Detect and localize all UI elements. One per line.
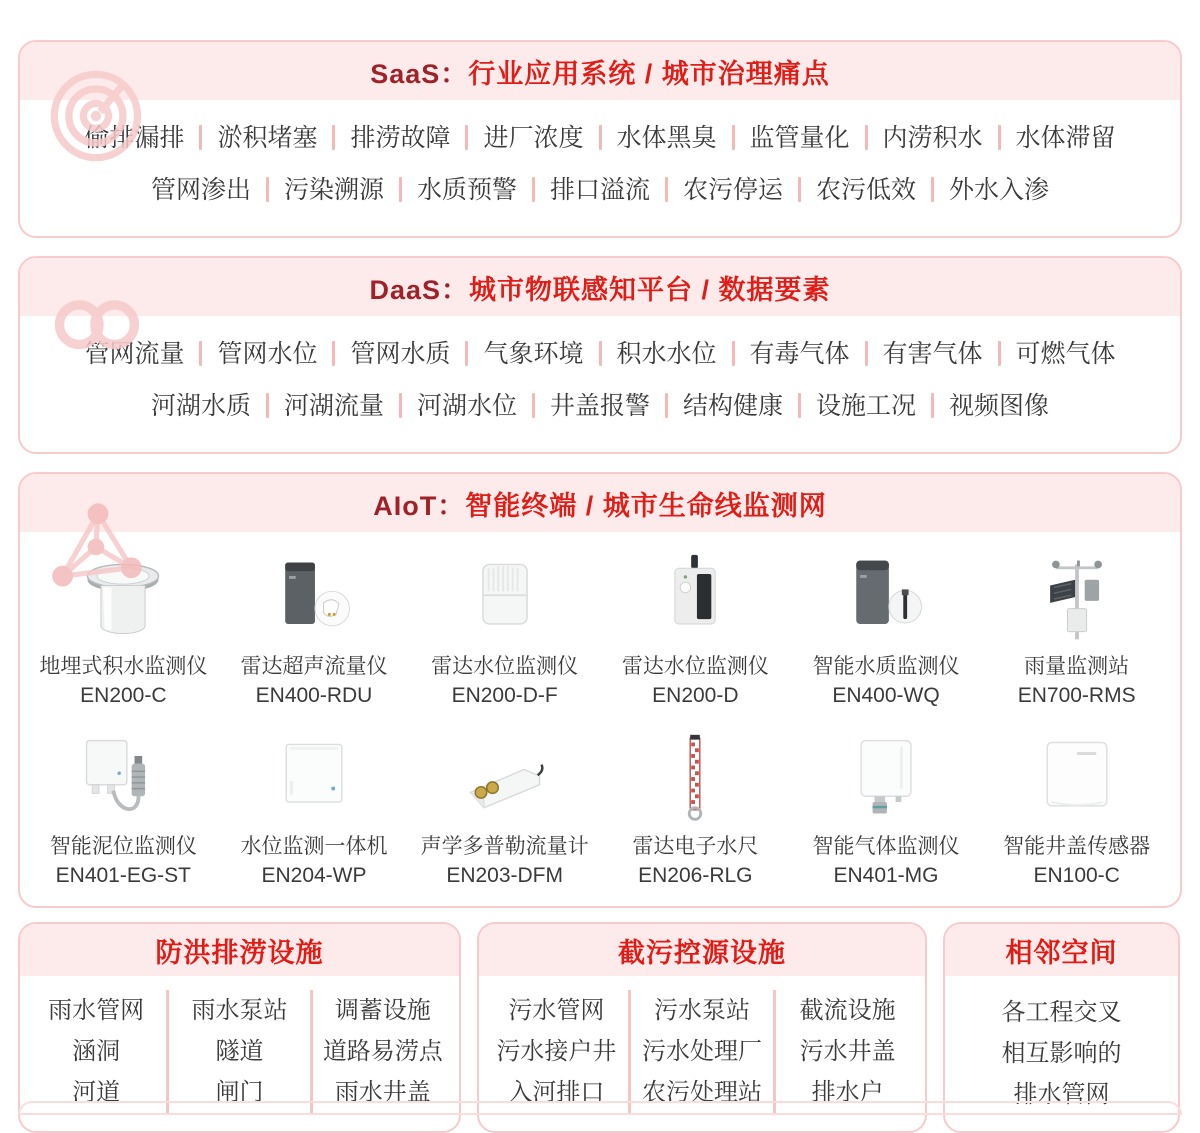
pain-point-item: 偷排漏排 <box>84 124 185 152</box>
flood-facility-item: 闸门 <box>215 1079 264 1106</box>
aiot-card <box>18 472 1182 908</box>
facility-column <box>169 990 312 1113</box>
item-divider <box>465 125 468 150</box>
product-card <box>981 546 1172 710</box>
radar-level-monitor-icon <box>600 546 791 648</box>
product-card <box>409 726 600 890</box>
data-element-item: 可燃气体 <box>1015 340 1116 368</box>
product-model: EN203-DFM <box>446 864 564 887</box>
pain-point-item: 污染溯源 <box>283 176 384 204</box>
product-name: 智能泥位监测仪 <box>49 835 197 858</box>
product-name: 雨量监测站 <box>1024 655 1130 678</box>
data-element-item: 结构健康 <box>683 392 784 420</box>
product-card <box>219 546 410 710</box>
pollution-facility-item: 农污处理站 <box>642 1079 762 1106</box>
data-element-item: 视频图像 <box>949 392 1050 420</box>
product-card <box>219 726 410 890</box>
product-card <box>791 726 982 890</box>
item-divider <box>266 393 269 418</box>
product-model: EN400-RDU <box>255 684 373 707</box>
water-quality-monitor-icon <box>791 546 982 648</box>
pain-point-item: 内涝积水 <box>882 124 983 152</box>
gas-monitor-icon <box>791 726 982 828</box>
sludge-level-monitor-icon <box>28 726 219 828</box>
item-divider <box>266 177 269 202</box>
item-divider <box>465 341 468 366</box>
item-divider <box>865 341 868 366</box>
item-divider <box>732 125 735 150</box>
saas-row-2 <box>30 166 1170 218</box>
saas-title-rest: 行业应用系统 / 城市治理痛点 <box>468 58 830 89</box>
flood-facility-item: 雨水管网 <box>48 997 145 1024</box>
flood-facility-item: 涵洞 <box>72 1038 121 1065</box>
product-model: EN100-C <box>1033 864 1120 887</box>
item-divider <box>931 177 934 202</box>
item-divider <box>998 341 1001 366</box>
product-name: 水位监测一体机 <box>240 835 388 858</box>
saas-title <box>20 42 1180 100</box>
flood-facility-item: 调蓄设施 <box>334 997 431 1024</box>
data-element-item: 管网流量 <box>84 340 185 368</box>
product-name: 地埋式积水监测仪 <box>39 655 208 678</box>
item-divider <box>665 177 668 202</box>
pain-point-item: 水体黑臭 <box>616 124 717 152</box>
daas-row-2 <box>30 382 1170 434</box>
buried-water-monitor-icon <box>28 546 219 648</box>
data-element-item: 河湖水位 <box>416 392 517 420</box>
product-name: 智能井盖传感器 <box>1003 835 1151 858</box>
water-level-aio-icon <box>219 726 410 828</box>
item-divider <box>199 125 202 150</box>
pain-point-item: 水质预警 <box>416 176 517 204</box>
product-grid <box>20 532 1180 906</box>
product-name: 雷达水位监测仪 <box>431 655 579 678</box>
data-element-item: 河湖水质 <box>150 392 251 420</box>
item-divider <box>732 341 735 366</box>
pollution-facility-item: 截流设施 <box>799 997 896 1024</box>
product-name: 智能气体监测仪 <box>812 835 960 858</box>
item-divider <box>199 341 202 366</box>
data-element-item: 井盖报警 <box>549 392 650 420</box>
flood-facility-item: 河道 <box>72 1079 121 1106</box>
daas-title <box>20 258 1180 316</box>
daas-card <box>18 256 1182 454</box>
facility-column <box>313 990 453 1113</box>
pain-point-item: 监管量化 <box>749 124 850 152</box>
manhole-cover-sensor-icon <box>981 726 1172 828</box>
daas-title-rest: 城市物联感知平台 / 数据要素 <box>469 274 831 305</box>
pollution-facility-item: 排水户 <box>811 1079 884 1106</box>
item-divider <box>399 393 402 418</box>
flood-facilities-title-text: 防洪排涝设施 <box>155 937 324 968</box>
pain-point-item: 排涝故障 <box>350 124 451 152</box>
product-card <box>981 726 1172 890</box>
item-divider <box>532 177 535 202</box>
pollution-control-title-text: 截污控源设施 <box>618 937 786 968</box>
product-card <box>409 546 600 710</box>
adjacent-space-item: 各工程交叉 <box>1001 999 1122 1026</box>
pain-point-item: 进厂浓度 <box>483 124 584 152</box>
item-divider <box>798 177 801 202</box>
adjacent-space-title <box>945 924 1178 976</box>
product-name: 雷达水位监测仪 <box>621 655 769 678</box>
radar-ultrasonic-flowmeter-icon <box>219 546 410 648</box>
item-divider <box>332 341 335 366</box>
pollution-facility-item: 入河排口 <box>508 1079 605 1106</box>
item-divider <box>865 125 868 150</box>
daas-row-1 <box>30 330 1170 382</box>
facility-column <box>485 990 631 1113</box>
pollution-facility-item: 污水处理厂 <box>642 1038 762 1065</box>
pain-point-item: 管网渗出 <box>150 176 251 204</box>
next-card-edge <box>18 1101 1182 1115</box>
adjacent-space-title-text: 相邻空间 <box>1005 937 1118 968</box>
aiot-title <box>20 474 1180 532</box>
pollution-facility-item: 污水井盖 <box>799 1038 896 1065</box>
aiot-title-prefix: AIoT： <box>373 490 466 521</box>
saas-rows <box>20 100 1180 236</box>
product-name: 声学多普勒流量计 <box>420 835 589 858</box>
flood-facility-item: 雨水井盖 <box>334 1079 431 1106</box>
item-divider <box>998 125 1001 150</box>
facility-column <box>631 990 777 1113</box>
product-name: 雷达超声流量仪 <box>240 655 388 678</box>
pollution-facility-item: 污水管网 <box>508 997 605 1024</box>
product-card <box>600 726 791 890</box>
adjacent-space-item: 排水管网 <box>1013 1081 1110 1108</box>
product-card <box>28 726 219 890</box>
flood-facilities-title <box>20 924 459 976</box>
product-card <box>791 546 982 710</box>
product-model: EN206-RLG <box>638 864 753 887</box>
daas-rows <box>20 316 1180 452</box>
facility-column <box>776 990 919 1113</box>
data-element-item: 有毒气体 <box>749 340 850 368</box>
pollution-facility-item: 污水接户井 <box>496 1038 617 1065</box>
saas-card <box>18 40 1182 238</box>
product-model: EN200-D <box>652 684 739 707</box>
product-card <box>28 546 219 710</box>
doppler-flowmeter-icon <box>409 726 600 828</box>
pain-point-item: 淤积堵塞 <box>217 124 318 152</box>
data-element-item: 设施工况 <box>816 392 917 420</box>
pain-point-item: 农污停运 <box>683 176 784 204</box>
product-model: EN401-MG <box>833 864 939 887</box>
data-element-item: 河湖流量 <box>283 392 384 420</box>
flood-facility-item: 道路易涝点 <box>322 1038 443 1065</box>
radar-level-monitor-f-icon <box>409 546 600 648</box>
item-divider <box>332 125 335 150</box>
pollution-control-title <box>479 924 925 976</box>
pain-point-item: 外水入渗 <box>949 176 1050 204</box>
data-element-item: 有害气体 <box>882 340 983 368</box>
flood-facility-item: 隧道 <box>215 1038 264 1065</box>
product-card <box>600 546 791 710</box>
pain-point-item: 水体滞留 <box>1015 124 1116 152</box>
item-divider <box>599 125 602 150</box>
product-model: EN204-WP <box>261 864 367 887</box>
aiot-title-rest: 智能终端 / 城市生命线监测网 <box>465 490 827 521</box>
item-divider <box>532 393 535 418</box>
data-element-item: 积水水位 <box>616 340 717 368</box>
data-element-item: 气象环境 <box>483 340 584 368</box>
product-model: EN200-D-F <box>451 684 558 707</box>
item-divider <box>798 393 801 418</box>
pain-point-item: 农污低效 <box>816 176 917 204</box>
item-divider <box>931 393 934 418</box>
data-element-item: 管网水质 <box>350 340 451 368</box>
product-name: 智能水质监测仪 <box>812 655 960 678</box>
electronic-staff-gauge-icon <box>600 726 791 828</box>
facility-column <box>26 990 169 1113</box>
product-name: 雷达电子水尺 <box>632 835 759 858</box>
product-model: EN700-RMS <box>1017 684 1136 707</box>
pain-point-item: 排口溢流 <box>549 176 650 204</box>
product-model: EN200-C <box>80 684 167 707</box>
product-model: EN400-WQ <box>832 684 940 707</box>
saas-title-prefix: SaaS： <box>370 58 469 89</box>
saas-row-1 <box>30 114 1170 166</box>
item-divider <box>399 177 402 202</box>
pollution-facility-item: 污水泵站 <box>654 997 750 1024</box>
item-divider <box>665 393 668 418</box>
product-model: EN401-EG-ST <box>55 864 192 887</box>
data-element-item: 管网水位 <box>217 340 318 368</box>
adjacent-space-item: 相互影响的 <box>1001 1040 1122 1067</box>
flood-facility-item: 雨水泵站 <box>191 997 288 1024</box>
rain-station-icon <box>981 546 1172 648</box>
item-divider <box>599 341 602 366</box>
daas-title-prefix: DaaS： <box>369 274 470 305</box>
